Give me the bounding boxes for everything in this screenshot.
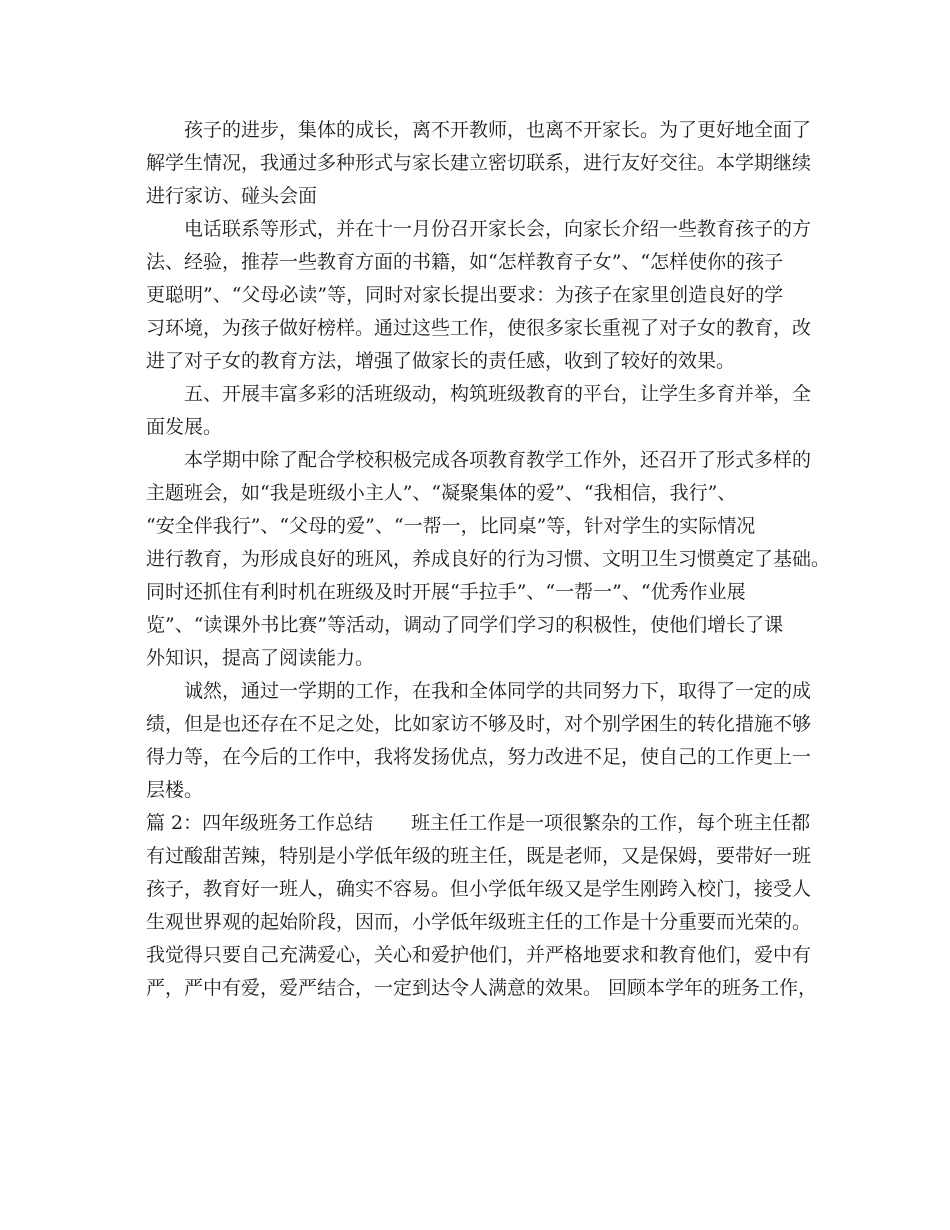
text-line: 本学期中除了配合学校积极完成各项教育教学工作外，还召开了形式多样的	[184, 449, 812, 471]
text-line: 面发展。	[146, 416, 223, 438]
text-line: 孩子的进步，集体的成长，离不开教师，也离不开家长。为了更好地全面了	[184, 119, 812, 141]
text-line: 层楼。	[146, 779, 204, 801]
text-line: “安全伴我行”、“父母的爱”、“一帮一，比同桌”等，针对学生的实际情况	[146, 515, 756, 537]
text-line: 主题班会，如“我是班级小主人”、“凝聚集体的爱”、“我相信，我行”、	[146, 482, 737, 504]
text-line: 严，严中有爱，爱严结合，一定到达令人满意的效果。 回顾本学年的班务工作，	[146, 977, 818, 999]
text-line: 更聪明”、“父母必读”等，同时对家长提出要求：为孩子在家里创造良好的学	[146, 284, 784, 306]
text-line: 有过酸甜苦辣，特别是小学低年级的班主任，既是老师，又是保姆，要带好一班	[146, 845, 812, 867]
text-line: 孩子，教育好一班人，确实不容易。但小学低年级又是学生刚跨入校门，接受人	[146, 878, 812, 900]
text-line: 篇 2：四年级班务工作总结 班主任工作是一项很繁杂的工作，每个班主任都	[146, 812, 811, 834]
text-line: 外知识，提高了阅读能力。	[146, 647, 375, 669]
text-line: 进行家访、碰头会面	[146, 185, 318, 207]
text-line: 诚然，通过一学期的工作，在我和全体同学的共同努力下，取得了一定的成	[184, 680, 812, 702]
text-line: 得力等，在今后的工作中，我将发扬优点，努力改进不足，使自己的工作更上一	[146, 746, 812, 768]
text-line: 览”、“读课外书比赛”等活动，调动了同学们学习的积极性，使他们增长了课	[146, 614, 784, 636]
text-line: 同时还抓住有利时机在班级及时开展“手拉手”、“一帮一”、“优秀作业展	[146, 581, 746, 603]
text-line: 绩，但是也还存在不足之处，比如家访不够及时，对个别学困生的转化措施不够	[146, 713, 812, 735]
text-line: 习环境，为孩子做好榜样。通过这些工作，使很多家长重视了对子女的教育，改	[146, 317, 812, 339]
text-line: 生观世界观的起始阶段，因而，小学低年级班主任的工作是十分重要而光荣的。	[146, 911, 812, 933]
text-line: 法、经验，推荐一些教育方面的书籍，如“怎样教育子女”、“怎样使你的孩子	[146, 251, 784, 273]
text-line: 五、开展丰富多彩的活班级动，构筑班级教育的平台，让学生多育并举，全	[184, 383, 812, 405]
text-line: 我觉得只要自己充满爱心，关心和爱护他们，并严格地要求和教育他们，爱中有	[146, 944, 812, 966]
text-line: 电话联系等形式，并在十一月份召开家长会，向家长介绍一些教育孩子的方	[184, 218, 812, 240]
body-text	[146, 114, 831, 1005]
text-line: 进行教育，为形成良好的班风，养成良好的行为习惯、文明卫生习惯奠定了基础。	[146, 548, 831, 570]
text-line: 进了对子女的教育方法，增强了做家长的责任感，收到了较好的效果。	[146, 350, 736, 372]
text-line: 解学生情况，我通过多种形式与家长建立密切联系，进行友好交往。本学期继续	[146, 152, 812, 174]
